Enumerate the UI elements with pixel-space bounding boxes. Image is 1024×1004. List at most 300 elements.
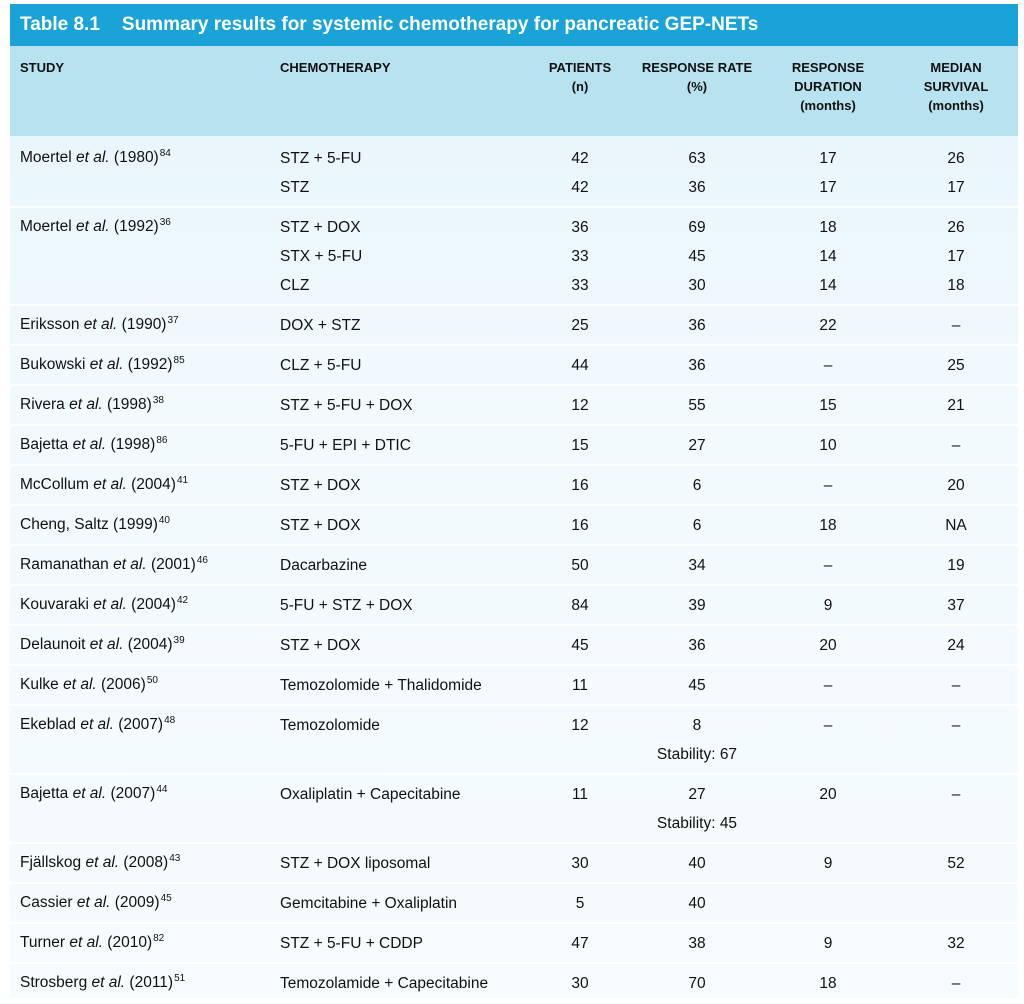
response-duration-cell — [824, 591, 833, 620]
chemotherapy-cell-line — [280, 809, 461, 838]
chemotherapy-cell — [280, 391, 413, 420]
response-rate-cell — [688, 889, 705, 918]
chemotherapy-cell-line: STZ + DOX — [280, 637, 361, 654]
response-duration-cell — [819, 144, 836, 202]
study-cell — [20, 551, 208, 579]
study-reference: 42 — [176, 595, 189, 606]
study-year: (2007) — [106, 785, 156, 802]
study-cell — [20, 213, 171, 241]
table-row — [10, 625, 1018, 666]
chemotherapy-cell — [280, 929, 423, 958]
patients-cell — [572, 671, 588, 700]
table-row — [10, 774, 1018, 844]
response-rate-cell — [688, 929, 705, 958]
study-author: Ramanathan — [20, 556, 109, 573]
study-etal: et al. — [72, 894, 111, 911]
study-author: Moertel — [20, 218, 72, 235]
study-cell — [20, 671, 158, 699]
study-author: Delaunoit — [20, 636, 86, 653]
chemotherapy-cell-line: DOX + STZ — [280, 317, 361, 334]
response-duration-cell — [819, 213, 836, 300]
patients-cell — [571, 311, 588, 340]
median-survival-cell-line: 24 — [947, 637, 965, 654]
response-rate-cell — [688, 351, 705, 380]
patients-cell-line: 16 — [571, 477, 589, 494]
table-row — [10, 665, 1018, 706]
study-etal: et al. — [68, 436, 107, 453]
patients-cell-line: 42 — [571, 179, 589, 196]
study-author: Kouvaraki — [20, 596, 89, 613]
median-survival-cell — [952, 431, 961, 460]
study-reference: 82 — [153, 933, 165, 944]
patients-cell — [571, 551, 588, 580]
chemotherapy-cell — [280, 780, 461, 838]
median-survival-cell-line: 37 — [947, 597, 965, 614]
table-row — [10, 923, 1018, 964]
response-rate-cell-line: 40 — [688, 895, 706, 912]
study-year: (1990) — [117, 316, 167, 333]
patients-cell-line: 25 — [571, 317, 589, 334]
study-year: (2004) — [126, 476, 176, 493]
study-author: Cheng, Saltz — [20, 516, 109, 533]
median-survival-cell-line: 21 — [947, 397, 965, 414]
response-duration-cell — [819, 431, 836, 460]
chemotherapy-cell — [280, 849, 430, 878]
median-survival-cell-line: – — [951, 317, 961, 334]
study-reference: 44 — [156, 784, 168, 795]
table-header — [10, 46, 1018, 136]
study-reference: 46 — [196, 555, 208, 566]
median-survival-cell — [947, 631, 964, 660]
chemotherapy-cell-line: Gemcitabine + Oxaliplatin — [280, 895, 458, 912]
study-reference: 43 — [169, 853, 181, 864]
response-rate-cell-line: 55 — [688, 397, 706, 414]
response-rate-cell — [693, 471, 702, 500]
response-duration-cell — [824, 471, 833, 500]
median-survival-cell — [947, 551, 964, 580]
response-duration-cell-line: 18 — [819, 975, 837, 992]
study-author: Ekeblad — [20, 716, 77, 733]
study-reference: 45 — [160, 893, 172, 904]
median-survival-cell — [947, 351, 964, 380]
response-rate-cell-line: 70 — [688, 975, 706, 992]
response-duration-cell-line: 18 — [819, 517, 837, 534]
study-reference: 37 — [167, 315, 179, 326]
study-etal: et al. — [108, 556, 147, 573]
chemotherapy-cell-line — [280, 740, 380, 769]
study-reference: 86 — [156, 435, 168, 446]
response-duration-cell-line: 9 — [823, 935, 833, 952]
response-rate-cell — [688, 391, 705, 420]
median-survival-cell — [952, 311, 961, 340]
patients-cell-line: 11 — [571, 786, 589, 803]
chemotherapy-cell-line: Temozolomide + Thalidomide — [280, 677, 482, 694]
table-row — [10, 705, 1018, 775]
patients-cell — [571, 213, 588, 300]
response-rate-cell-line: 39 — [688, 597, 706, 614]
median-survival-cell — [947, 591, 964, 620]
study-author: Bajetta — [20, 436, 69, 453]
header-chemotherapy: CHEMOTHERAPY — [280, 60, 391, 75]
median-survival-cell-line: 32 — [947, 935, 965, 952]
patients-cell — [571, 711, 588, 769]
patients-cell-line: 50 — [571, 557, 589, 574]
response-rate-cell — [688, 969, 705, 998]
response-duration-cell — [819, 969, 836, 998]
median-survival-cell-line: 17 — [947, 179, 965, 196]
study-cell — [20, 849, 180, 877]
median-survival-cell-line: 26 — [947, 150, 965, 167]
study-etal: et al. — [79, 316, 118, 333]
patients-cell-line: 33 — [571, 248, 589, 265]
study-cell — [20, 929, 164, 957]
chemotherapy-cell-line: STZ + DOX — [280, 517, 361, 534]
study-year: (2004) — [123, 636, 173, 653]
response-rate-cell-line: 40 — [688, 855, 706, 872]
response-rate-cell-line: 27 — [688, 437, 706, 454]
chemotherapy-cell-line: STZ + 5-FU — [280, 150, 362, 167]
study-etal: et al. — [87, 974, 126, 991]
response-duration-cell-line: 9 — [823, 597, 833, 614]
study-reference: 85 — [173, 355, 185, 366]
response-rate-cell-line: 36 — [688, 179, 706, 196]
patients-cell — [576, 889, 585, 918]
study-year: (1998) — [106, 436, 156, 453]
study-year: (2011) — [125, 974, 174, 991]
study-etal: et al. — [81, 854, 120, 871]
study-reference: 39 — [173, 635, 185, 646]
chemotherapy-cell-line: CLZ — [280, 277, 310, 294]
patients-cell-line: 5 — [575, 895, 585, 912]
patients-cell-line: 12 — [571, 717, 589, 734]
response-duration-cell-line: 20 — [819, 637, 837, 654]
chemotherapy-cell-line: Temozolomide — [280, 717, 380, 734]
chemotherapy-cell — [280, 144, 361, 202]
response-rate-cell — [688, 591, 705, 620]
patients-cell — [571, 511, 588, 540]
study-etal: et al. — [85, 636, 124, 653]
table-row — [10, 843, 1018, 884]
patients-cell — [571, 969, 588, 998]
study-reference: 38 — [152, 395, 164, 406]
patients-cell-line: 47 — [571, 935, 589, 952]
response-rate-cell-line: 8 — [692, 717, 702, 734]
study-cell — [20, 969, 185, 997]
median-survival-cell-line: 19 — [947, 557, 965, 574]
chemotherapy-cell — [280, 591, 413, 620]
median-survival-cell-line: 26 — [947, 219, 965, 236]
study-reference: 40 — [158, 515, 170, 526]
chemotherapy-cell — [280, 511, 361, 540]
response-rate-cell — [688, 311, 705, 340]
chemotherapy-cell-line: STZ + DOX — [280, 477, 361, 494]
header-response-rate: RESPONSE RATE (%) — [641, 60, 753, 94]
chemotherapy-cell — [280, 311, 361, 340]
chemotherapy-cell — [280, 471, 361, 500]
chemotherapy-cell — [280, 889, 457, 918]
response-rate-cell — [688, 671, 705, 700]
patients-cell-line: 30 — [571, 855, 589, 872]
median-survival-cell — [947, 213, 964, 300]
median-survival-cell-line: – — [951, 437, 961, 454]
study-etal: et al. — [71, 149, 110, 166]
patients-cell — [572, 780, 588, 838]
median-survival-cell-line: – — [951, 975, 961, 992]
header-study: STUDY — [20, 60, 65, 75]
study-author: Turner — [20, 934, 66, 951]
study-etal: et al. — [71, 218, 110, 235]
chemotherapy-cell-line: STZ — [280, 179, 310, 196]
chemotherapy-cell — [280, 213, 362, 300]
response-duration-cell-line: 14 — [819, 277, 837, 294]
patients-cell-line: 30 — [571, 975, 589, 992]
response-duration-cell-line: – — [823, 357, 833, 374]
study-author: Fjällskog — [20, 854, 82, 871]
chemotherapy-cell — [280, 631, 361, 660]
chemotherapy-cell-line: CLZ + 5-FU — [280, 357, 362, 374]
response-rate-cell — [688, 551, 705, 580]
response-rate-cell-line: 36 — [688, 317, 706, 334]
median-survival-cell — [947, 471, 964, 500]
study-year: (1998) — [102, 396, 152, 413]
response-rate-cell-line: 69 — [688, 219, 706, 236]
response-rate-cell-line: Stability: 67 — [656, 746, 738, 763]
patients-cell-line: 15 — [571, 437, 589, 454]
study-reference: 84 — [159, 148, 171, 159]
response-duration-cell — [819, 311, 836, 340]
chemotherapy-cell — [280, 551, 367, 580]
study-reference: 36 — [159, 217, 171, 228]
study-author: McCollum — [20, 476, 89, 493]
header-median-survival: MEDIAN SURVIVAL (months) — [923, 60, 989, 113]
response-duration-cell-line: 15 — [819, 397, 837, 414]
table-row — [10, 385, 1018, 426]
patients-cell — [571, 631, 588, 660]
patients-cell — [571, 431, 588, 460]
patients-cell-line: 36 — [571, 219, 589, 236]
chemotherapy-cell-line: Oxaliplatin + Capecitabine — [280, 786, 461, 803]
patients-cell — [571, 849, 588, 878]
response-duration-cell-line — [824, 740, 833, 769]
table-title-bar — [10, 4, 1018, 46]
study-cell — [20, 511, 170, 539]
table-row — [10, 305, 1018, 346]
study-cell — [20, 311, 179, 339]
median-survival-cell-line: – — [951, 717, 961, 734]
response-rate-cell-line: 63 — [688, 150, 706, 167]
study-reference: 48 — [164, 715, 176, 726]
study-cell — [20, 351, 185, 379]
study-etal: et al. — [65, 934, 103, 951]
header-response-duration: RESPONSE DURATION (months) — [791, 60, 865, 113]
table-row — [10, 545, 1018, 586]
patients-cell-line: 42 — [571, 150, 589, 167]
table-row — [10, 345, 1018, 386]
response-duration-cell-line: 18 — [819, 219, 837, 236]
median-survival-cell — [952, 671, 961, 700]
median-survival-cell — [947, 849, 964, 878]
response-duration-cell — [824, 849, 833, 878]
study-etal: et al. — [88, 596, 127, 613]
response-duration-cell-line: 22 — [819, 317, 837, 334]
study-reference: 51 — [174, 973, 186, 984]
study-year: (2009) — [110, 894, 160, 911]
table-row — [10, 883, 1018, 924]
response-rate-cell-line: 38 — [688, 935, 706, 952]
table-number: Table 8.1 — [20, 14, 100, 35]
study-year: (2006) — [96, 676, 146, 693]
median-survival-cell-line: NA — [945, 517, 967, 534]
chemotherapy-cell — [280, 431, 411, 460]
study-reference: 41 — [176, 475, 189, 486]
chemotherapy-cell-line: STZ + 5-FU + DOX — [280, 397, 413, 414]
response-rate-cell — [657, 711, 737, 769]
chemotherapy-cell-line: STX + 5-FU — [280, 248, 363, 265]
median-survival-cell-line: 18 — [947, 277, 965, 294]
table-row — [10, 505, 1018, 546]
response-duration-cell — [824, 711, 833, 769]
chemotherapy-cell — [280, 351, 361, 380]
response-rate-cell-line: 36 — [688, 357, 706, 374]
response-rate-cell-line: 30 — [688, 277, 706, 294]
response-rate-cell — [693, 511, 702, 540]
study-year: (2004) — [126, 596, 176, 613]
response-rate-cell-line: 36 — [688, 637, 706, 654]
median-survival-cell-line: – — [951, 677, 961, 694]
chemotherapy-cell-line: STZ + DOX — [280, 219, 361, 236]
median-survival-cell-line: – — [951, 786, 961, 803]
patients-cell — [571, 144, 588, 202]
study-etal: et al. — [64, 396, 103, 413]
median-survival-cell — [945, 511, 967, 540]
response-rate-cell-line: 45 — [688, 248, 706, 265]
response-rate-cell — [688, 631, 705, 660]
study-author: Cassier — [20, 894, 73, 911]
study-cell — [20, 391, 164, 419]
chemotherapy-cell-line: Temozolamide + Capecitabine — [280, 975, 489, 992]
table-title: Summary results for systemic chemotherapy for pancreatic GEP-NETs — [121, 14, 759, 35]
chemotherapy-cell-line: 5-FU + EPI + DTIC — [280, 437, 411, 454]
chemotherapy-cell-line: Dacarbazine — [280, 557, 368, 574]
table-row — [10, 207, 1018, 306]
study-etal: et al. — [58, 676, 97, 693]
response-duration-cell-line: 17 — [819, 150, 837, 167]
response-rate-cell-line: 6 — [692, 477, 702, 494]
study-year: (1980) — [109, 149, 159, 166]
patients-cell — [571, 929, 588, 958]
median-survival-cell-line: 20 — [947, 477, 965, 494]
response-rate-cell-line: 34 — [688, 557, 706, 574]
study-reference: 50 — [146, 675, 158, 686]
study-etal: et al. — [68, 785, 107, 802]
response-rate-cell — [657, 780, 737, 838]
median-survival-cell-line: 25 — [947, 357, 965, 374]
response-duration-cell-line: 9 — [823, 855, 833, 872]
median-survival-cell — [952, 969, 961, 998]
median-survival-cell — [947, 391, 964, 420]
patients-cell-line: 84 — [571, 597, 589, 614]
patients-cell-line: 11 — [571, 677, 589, 694]
response-duration-cell-line: 14 — [819, 248, 837, 265]
median-survival-cell — [947, 144, 964, 202]
study-cell — [20, 591, 188, 619]
study-author: Eriksson — [20, 316, 80, 333]
response-duration-cell — [819, 391, 836, 420]
patients-cell-line: 12 — [571, 397, 589, 414]
patients-cell — [571, 471, 588, 500]
study-year: (2007) — [113, 716, 164, 733]
median-survival-cell-line: 17 — [947, 248, 965, 265]
study-author: Bukowski — [20, 356, 86, 373]
study-year: (2001) — [146, 556, 196, 573]
chemotherapy-cell — [280, 711, 380, 769]
chemotherapy-cell — [280, 969, 488, 998]
response-rate-cell — [688, 431, 705, 460]
study-cell — [20, 631, 185, 659]
response-duration-cell — [819, 511, 836, 540]
response-rate-cell — [688, 144, 705, 202]
study-cell — [20, 889, 172, 917]
header-patients: PATIENTS (n) — [548, 60, 612, 94]
response-duration-cell-line: 17 — [819, 179, 837, 196]
median-survival-cell — [952, 711, 961, 769]
table-row — [10, 465, 1018, 506]
response-duration-cell — [824, 671, 833, 700]
response-duration-cell — [824, 551, 833, 580]
median-survival-cell-line — [952, 740, 961, 769]
study-year: (1992) — [123, 356, 173, 373]
patients-cell-line: 44 — [571, 357, 589, 374]
response-duration-cell — [824, 929, 833, 958]
response-rate-cell-line: Stability: 45 — [656, 815, 738, 832]
median-survival-cell-line: 52 — [947, 855, 965, 872]
table-row — [10, 425, 1018, 466]
study-cell — [20, 471, 188, 499]
response-duration-cell-line: – — [823, 717, 833, 734]
patients-cell-line: 45 — [571, 637, 589, 654]
study-year: (2010) — [103, 934, 153, 951]
study-etal: et al. — [76, 716, 114, 733]
median-survival-cell-line — [952, 809, 961, 838]
response-duration-cell-line: 10 — [819, 437, 837, 454]
median-survival-cell — [947, 929, 964, 958]
table-row — [10, 585, 1018, 626]
response-duration-cell-line: – — [823, 477, 833, 494]
study-year: (2008) — [119, 854, 169, 871]
patients-cell-line: 33 — [571, 277, 589, 294]
median-survival-cell — [952, 780, 961, 838]
study-year: (1992) — [109, 218, 159, 235]
chemotherapy-cell — [280, 671, 482, 700]
response-duration-cell-line: – — [823, 677, 833, 694]
response-rate-cell-line: 45 — [688, 677, 706, 694]
response-rate-cell — [688, 849, 705, 878]
study-author: Kulke — [20, 676, 59, 693]
patients-cell — [571, 351, 588, 380]
response-duration-cell-line: 20 — [819, 786, 837, 803]
chemotherapy-cell-line: 5-FU + STZ + DOX — [280, 597, 413, 614]
chemotherapy-cell-line: STZ + 5-FU + CDDP — [280, 935, 423, 952]
patients-cell — [571, 591, 588, 620]
patients-cell-line — [571, 740, 588, 769]
response-duration-cell-line — [819, 809, 836, 838]
study-author: Bajetta — [20, 785, 69, 802]
study-author: Moertel — [20, 149, 72, 166]
response-rate-cell — [688, 213, 705, 300]
response-duration-cell — [819, 780, 836, 838]
table-row — [10, 138, 1018, 208]
patients-cell-line: 16 — [571, 517, 589, 534]
